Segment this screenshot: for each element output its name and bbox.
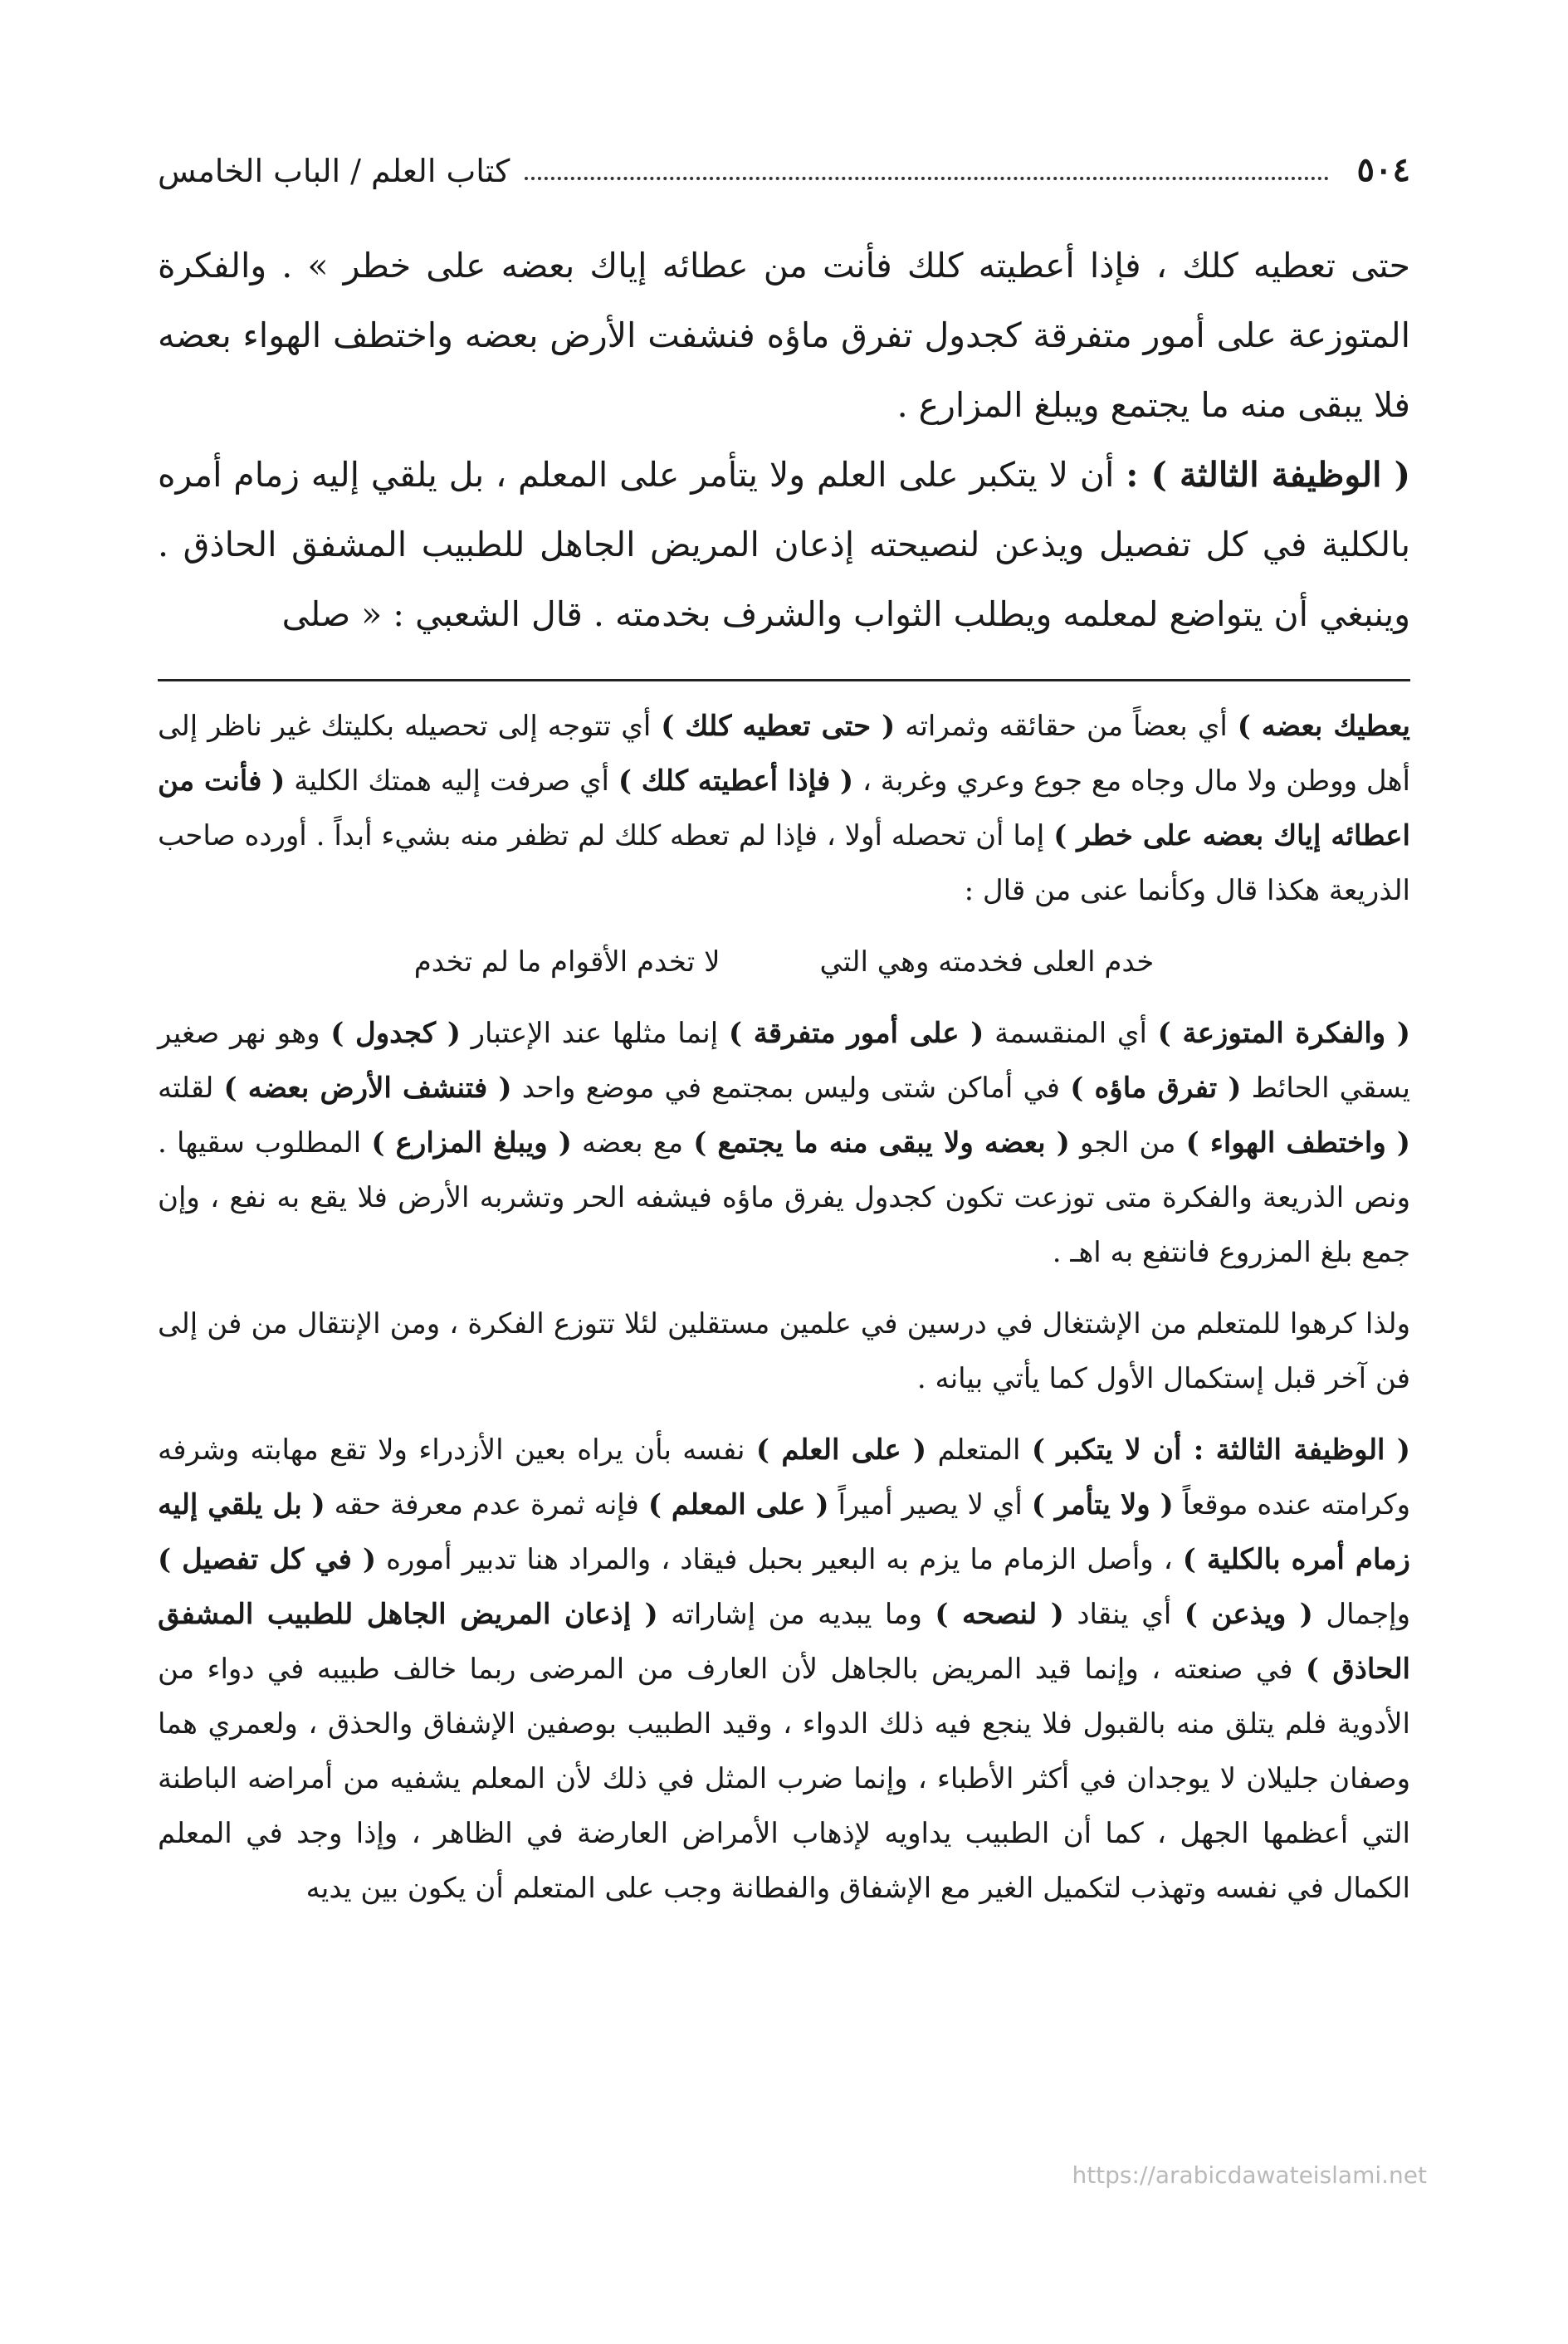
commentary-text: نفسه بأن يراه بعين الأزدراء ولا تقع مهابته وشرفه وكرامته عنده موقعاً [158,1433,1411,1521]
quoted-phrase: ( لنصحه ) [935,1598,1064,1631]
commentary-text: أي ينقاد [1063,1598,1185,1631]
book-page [158,0,1410,2344]
chapter-title: كتاب العلم / الباب الخامس [158,153,510,189]
quoted-phrase: ( حتى تعطيه كلك ) [661,710,896,743]
commentary-text: في أماكن شتى وليس بمجتمع في موضع واحد [511,1072,1071,1105]
commentary-text: ، وأصل الزمام ما يزم به البعير بحبل فيقاد ، والمراد هنا تدبير أموره [376,1543,1183,1576]
commentary-text: مع بعضه [571,1126,694,1160]
commentary-text: المتعلم [926,1433,1032,1467]
quoted-phrase: ( واختطف الهواء ) [1185,1126,1411,1160]
commentary-text: لقلته [158,1072,224,1105]
quoted-phrase: ( بعضه ولا يبقى منه ما يجتمع ) [693,1126,1070,1160]
main-paragraph-text: أن لا يتكبر على العلم ولا يتأمر على المعلم ، بل يلقي إليه زمام أمره بالكلية في كل تفصيل ويذعن لنصيحته إذعان المريض الجاهل للطبيب المشفق الحاذق . وينبغي أن يتواضع لمعلمه ويطلب الثواب والشرف بخدمته . قال الشعبي : « صلى [158,455,1410,634]
quoted-phrase: ( ويبلغ المزارع ) [371,1126,572,1160]
quoted-phrase: ( والفكرة المتوزعة ) [1157,1017,1411,1050]
main-text [158,231,1410,649]
commentary-text: فإنه ثمرة عدم معرفة حقه [325,1488,648,1521]
commentary-text: أي بعضاً من حقائقه وثمراته [895,710,1238,743]
quoted-phrase: ( ولا يتأمر ) [1031,1488,1174,1521]
commentary-text: أي لا يصير أميراً [828,1488,1032,1521]
commentary-text: وإجمال [1312,1598,1410,1631]
commentary-text: وهو نهر صغير يسقي الحائط [158,1017,1410,1105]
commentary [158,699,1410,1916]
quoted-phrase: ( فأنت من اعطائه إياك بعضه على خطر ) [158,764,1410,852]
commentary-text: إنما مثلها عند الإعتبار [460,1017,729,1050]
commentary-text: وما يبديه من إشاراته [657,1598,935,1631]
main-paragraph: حتى تعطيه كلك ، فإذا أعطيته كلك فأنت من عطائه إياك بعضه على خطر » . والفكرة المتوزعة على أمور متفرقة كجدول تفرق ماؤه فنشفت الأرض بعضه واختطف الهواء بعضه فلا يبقى منه ما يجتمع ويبلغ المزارع . [158,246,1410,425]
commentary-paragraph: ولذا كرهوا للمتعلم من الإشتغال في درسين في علمين مستقلين لئلا تتوزع الفكرة ، ومن الإنتقال من فن إلى فن آخر قبل إستكمال الأول كما يأتي بيانه . [158,1307,1410,1395]
verse-second-hemistich: لا تخدم الأقوام ما لم تخدم [413,945,720,979]
commentary-text: أي صرفت إليه همتك الكلية [285,764,618,798]
quoted-phrase: ( على أمور متفرقة ) [728,1017,984,1050]
quoted-phrase: ( كجدول ) [330,1017,461,1050]
quoted-phrase: ( الوظيفة الثالثة : أن لا يتكبر ) [1031,1433,1410,1467]
main-paragraph [158,440,1410,649]
quoted-phrase: ( على العلم ) [755,1433,927,1467]
quoted-phrase: ( فإذا أعطيته كلك ) [618,764,854,798]
commentary-paragraph [158,699,1410,918]
section-heading: ( الوظيفة الثالثة ) : [1126,455,1410,495]
quoted-phrase: ( على المعلم ) [647,1488,829,1521]
watermark-url: https://arabicdawateislami.net [1072,2161,1427,2189]
quoted-phrase: ( إذعان المريض الجاهل للطبيب المشفق الحاذق ) [158,1598,1410,1686]
header-dot-leader [525,177,1328,180]
quoted-phrase: ( ويذعن ) [1184,1598,1313,1631]
running-header [158,137,1410,187]
verse-first-hemistich: خدم العلى فخدمته وهي التي [819,945,1155,979]
quoted-phrase: ( بل يلقي إليه زمام أمره بالكلية ) [158,1488,1410,1576]
commentary-paragraph [158,1006,1410,1280]
commentary-text: المطلوب سقيها . ونص الذريعة والفكرة متى توزعت تكون كجدول يفرق ماؤه فيشفه الحر وتشربه الأرض فلا يقع به نفع ، وإن جمع بلغ المزروع فانتفع به اهـ . [158,1126,1410,1269]
commentary-text: من الجو [1069,1126,1186,1160]
page-number: ٥٠٤ [1356,150,1410,189]
commentary-paragraph [158,1423,1410,1916]
commentary-text: في صنعته ، وإنما قيد المريض بالجاهل لأن العارف من المرضى ربما خالف طبيبه في دواء من الأدوية فلم يتلق منه بالقبول فلا ينجع فيه ذلك الدواء ، وقيد الطبيب بوصفين الإشفاق والحذق ، ولعمري هما وصفان جليلان لا يوجدان في أكثر الأطباء ، وإنما ضرب المثل في ذلك لأن المعلم يشفيه من أمراضه الباطنة التي أعظمها الجهل ، كما أن الطبيب يداويه لإذهاب الأمراض العارضة في الظاهر ، وإذا وجد في المعلم الكمال في نفسه وتهذب لتكميل الغير مع الإشفاق والفطانة وجب على المتعلم أن يكون بين يديه [158,1653,1410,1905]
commentary-text: أي تتوجه إلى تحصيله بكليتك غير ناظر إلى أهل ووطن ولا مال وجاه مع جوع وعري وغربة ، [158,710,1410,798]
quoted-phrase: ( تفرق ماؤه ) [1070,1072,1242,1105]
poetry-verse [158,935,1410,989]
commentary-text: إما أن تحصله أولا ، فإذا لم تعطه كلك لم تظفر منه بشيء أبداً . أورده صاحب الذريعة هكذا قال وكأنما عنى من قال : [158,819,1410,907]
footnote-separator [158,679,1410,681]
commentary-text: أي المنقسمة [984,1017,1158,1050]
quoted-phrase: يعطيك بعضه ) [1237,710,1411,743]
quoted-phrase: ( في كل تفصيل ) [158,1543,377,1576]
quoted-phrase: ( فتنشف الأرض بعضه ) [223,1072,512,1105]
